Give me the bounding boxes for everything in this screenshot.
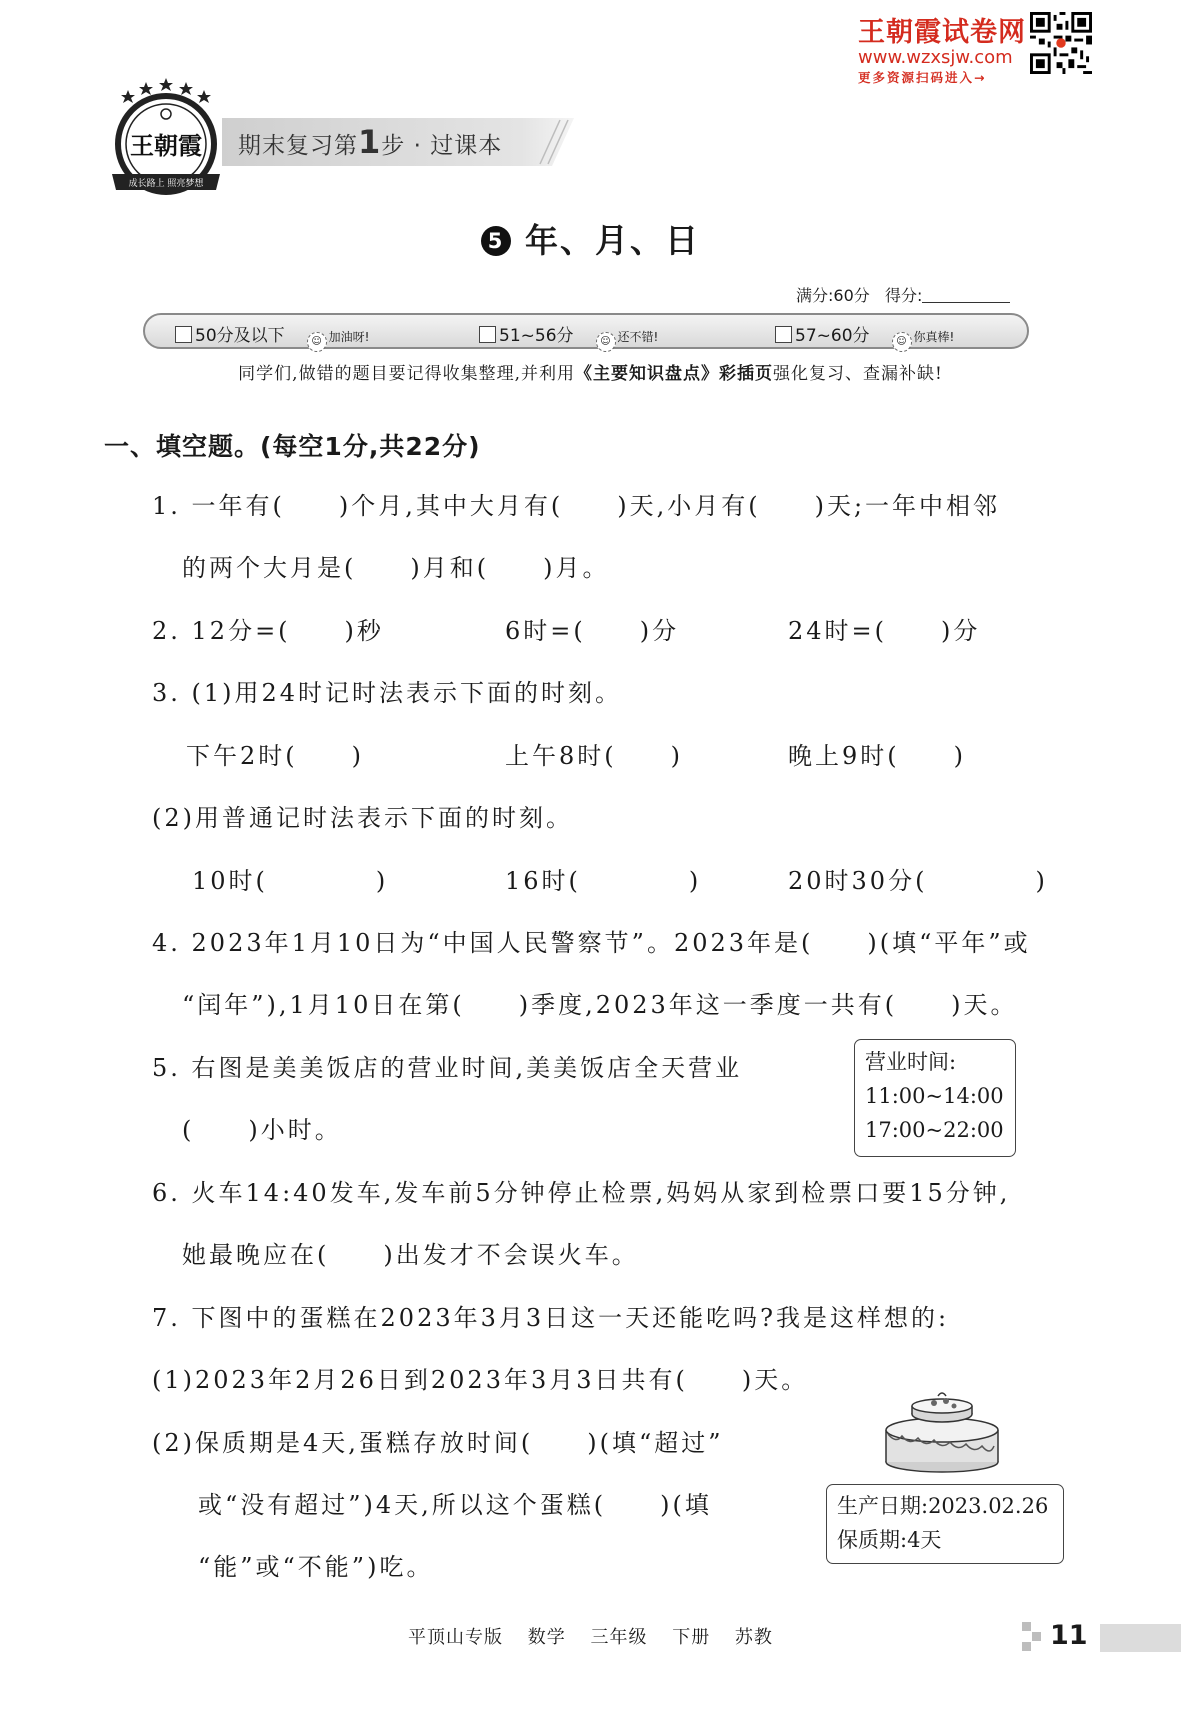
question-6-line-1: 6. 火车14:40发车,发车前5分钟停止检票,妈妈从家到检票口要15分钟, bbox=[152, 1179, 1011, 1207]
question-1-line-2: 的两个大月是( )月和( )月。 bbox=[182, 554, 610, 582]
qr-code-icon[interactable] bbox=[1030, 12, 1092, 74]
note-part-c: 强化复习、查漏补缺! bbox=[772, 364, 943, 384]
question-5-line-1: 5. 右图是美美饭店的营业时间,美美饭店全天营业 bbox=[152, 1054, 743, 1082]
note-part-a: 同学们,做错的题目要记得收集整理,并利用 bbox=[238, 364, 575, 384]
rating-checkbox[interactable] bbox=[775, 326, 792, 343]
smiley-icon: ☺ bbox=[892, 332, 912, 352]
question-1-line-1: 1. 一年有( )个月,其中大月有( )天,小月有( )天;一年中相邻 bbox=[152, 492, 1001, 520]
business-hours-2: 17:00~22:00 bbox=[865, 1118, 1004, 1142]
question-2-part-b: 6时=( )分 bbox=[505, 617, 680, 645]
question-7-part-2-line-2: 或“没有超过”)4天,所以这个蛋糕( )(填 bbox=[198, 1491, 712, 1519]
banner-post: 步 · 过课本 bbox=[381, 133, 503, 159]
brand-scan-hint: 更多资源扫码进入→ bbox=[858, 70, 987, 85]
question-3-part-2: (2)用普通记时法表示下面的时刻。 bbox=[152, 804, 573, 832]
business-hours-box bbox=[854, 1039, 1016, 1157]
question-3-item-c: 晚上9时( ) bbox=[788, 742, 966, 770]
banner-step: 1 bbox=[358, 123, 382, 161]
question-3-item-f: 20时30分( ) bbox=[788, 867, 1048, 895]
question-7-line: 7. 下图中的蛋糕在2023年3月3日这一天还能吃吗?我是这样想的: bbox=[152, 1304, 950, 1332]
rating-item bbox=[175, 321, 369, 352]
note-highlight: 《主要知识盘点》彩插页 bbox=[574, 364, 773, 384]
page-number: 11 bbox=[1050, 1620, 1088, 1651]
full-score: 满分:60分 bbox=[796, 286, 870, 305]
question-7-part-2-line-1: (2)保质期是4天,蛋糕存放时间( )(填“超过” bbox=[152, 1429, 724, 1457]
question-3-item-e: 16时( ) bbox=[505, 867, 702, 895]
question-3-item-b: 上午8时( ) bbox=[505, 742, 683, 770]
rating-checkbox[interactable] bbox=[479, 326, 496, 343]
got-score-label: 得分: bbox=[885, 286, 923, 305]
smiley-icon: ☺ bbox=[307, 332, 327, 352]
brand-name: 王朝霞试卷网 bbox=[858, 17, 1026, 48]
question-6-line-2: 她最晚应在( )出发才不会误火车。 bbox=[182, 1241, 639, 1269]
cake-icon bbox=[884, 1392, 1000, 1474]
rating-item bbox=[479, 321, 658, 352]
question-4-line-1: 4. 2023年1月10日为“中国人民警察节”。2023年是( )(填“平年”或 bbox=[152, 929, 1031, 957]
business-hours-1: 11:00~14:00 bbox=[865, 1084, 1004, 1108]
footer-info: 平顶山专版 数学 三年级 下册 苏教 bbox=[408, 1627, 773, 1648]
logo-text: 王朝霞 bbox=[130, 131, 202, 160]
question-2-part-a: 2. 12分=( )秒 bbox=[152, 617, 384, 645]
question-7-part-1: (1)2023年2月26日到2023年3月3日共有( )天。 bbox=[152, 1366, 809, 1394]
shelf-life: 保质期:4天 bbox=[837, 1528, 942, 1552]
title-number-badge: 5 bbox=[481, 226, 511, 256]
rating-item bbox=[775, 321, 954, 352]
production-date: 生产日期:2023.02.26 bbox=[837, 1494, 1049, 1518]
question-2-part-c: 24时=( )分 bbox=[788, 617, 981, 645]
question-4-line-2: “闰年”),1月10日在第( )季度,2023年这一季度一共有( )天。 bbox=[182, 991, 1018, 1019]
rating-bar bbox=[143, 313, 1029, 349]
question-7-part-2-line-3: “能”或“不能”)吃。 bbox=[198, 1553, 434, 1581]
cake-label-box bbox=[826, 1484, 1064, 1564]
business-hours-title: 营业时间: bbox=[865, 1050, 957, 1074]
banner-title bbox=[238, 123, 502, 161]
rating-checkbox[interactable] bbox=[175, 326, 192, 343]
rating-message: 加油呀! bbox=[328, 330, 370, 344]
study-note bbox=[0, 359, 1181, 384]
title-text: 年、月、日 bbox=[525, 221, 700, 260]
rating-range: 51~56分 bbox=[499, 326, 574, 346]
question-5-line-2: ( )小时。 bbox=[182, 1116, 342, 1144]
score-line bbox=[796, 283, 1010, 306]
score-blank[interactable] bbox=[922, 288, 1010, 303]
logo-badge-icon bbox=[108, 78, 224, 204]
rating-message: 你真棒! bbox=[913, 330, 955, 344]
question-3-item-d: 10时( ) bbox=[192, 867, 389, 895]
page-number-bar bbox=[1022, 1622, 1181, 1654]
rating-message: 还不错! bbox=[617, 330, 659, 344]
section-heading: 一、填空题。(每空1分,共22分) bbox=[104, 432, 481, 461]
rating-range: 50分及以下 bbox=[195, 326, 285, 346]
brand-url[interactable]: www.wzxsjw.com bbox=[858, 47, 1013, 68]
svg-text:成长路上 照亮梦想: 成长路上 照亮梦想 bbox=[128, 179, 204, 189]
question-3-line: 3. (1)用24时记时法表示下面的时刻。 bbox=[152, 679, 623, 707]
brand-block bbox=[858, 10, 1026, 86]
rating-range: 57~60分 bbox=[795, 326, 870, 346]
smiley-icon: ☺ bbox=[596, 332, 616, 352]
banner-pre: 期末复习第 bbox=[238, 133, 358, 159]
page-title bbox=[0, 215, 1181, 262]
question-3-item-a: 下午2时( ) bbox=[186, 742, 364, 770]
